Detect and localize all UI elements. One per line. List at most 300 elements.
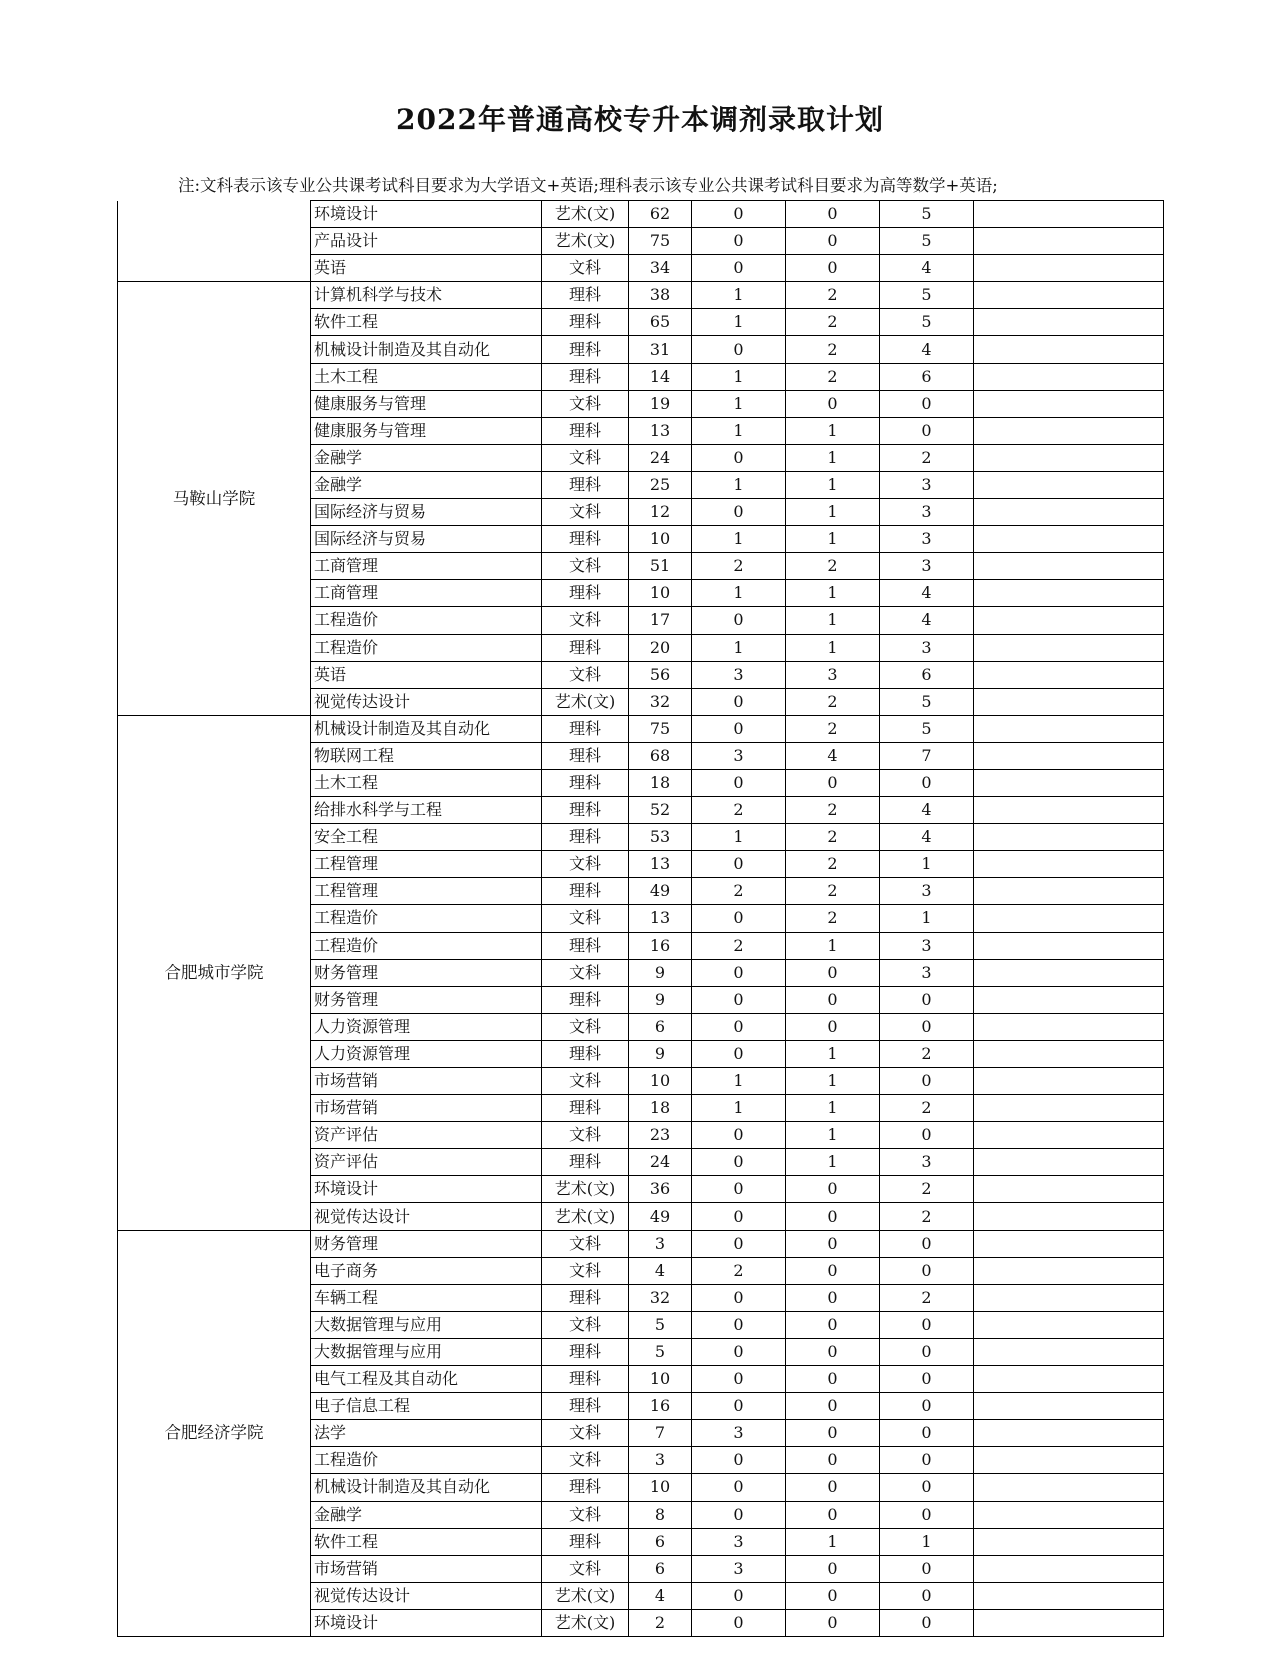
value-cell-b: 2	[786, 878, 880, 905]
value-cell-c: 3	[880, 553, 974, 580]
remarks-cell	[974, 1420, 1164, 1447]
table-row	[118, 1230, 1164, 1257]
subject-type-cell: 理科	[542, 417, 629, 444]
plan-count-cell: 2	[629, 1609, 692, 1636]
major-cell: 环境设计	[311, 1176, 542, 1203]
value-cell-b: 1	[786, 1068, 880, 1095]
subject-type-cell: 理科	[542, 471, 629, 498]
major-cell: 金融学	[311, 444, 542, 471]
remarks-cell	[974, 1068, 1164, 1095]
value-cell-b: 2	[786, 553, 880, 580]
value-cell-b: 2	[786, 282, 880, 309]
value-cell-c: 4	[880, 580, 974, 607]
plan-count-cell: 16	[629, 932, 692, 959]
school-name-cell: 合肥经济学院	[118, 1230, 311, 1636]
value-cell-a: 0	[692, 1122, 786, 1149]
value-cell-c: 5	[880, 688, 974, 715]
subject-type-cell: 文科	[542, 1257, 629, 1284]
subject-type-cell: 文科	[542, 905, 629, 932]
remarks-cell	[974, 1013, 1164, 1040]
plan-count-cell: 18	[629, 769, 692, 796]
value-cell-a: 0	[692, 986, 786, 1013]
value-cell-c: 0	[880, 1311, 974, 1338]
subject-type-cell: 理科	[542, 1149, 629, 1176]
value-cell-a: 0	[692, 255, 786, 282]
remarks-cell	[974, 1528, 1164, 1555]
plan-count-cell: 19	[629, 390, 692, 417]
value-cell-b: 2	[786, 715, 880, 742]
major-cell: 机械设计制造及其自动化	[311, 336, 542, 363]
table-row	[118, 282, 1164, 309]
value-cell-c: 3	[880, 526, 974, 553]
value-cell-b: 0	[786, 1555, 880, 1582]
value-cell-c: 0	[880, 1068, 974, 1095]
remarks-cell	[974, 282, 1164, 309]
major-cell: 大数据管理与应用	[311, 1311, 542, 1338]
value-cell-a: 0	[692, 499, 786, 526]
major-cell: 视觉传达设计	[311, 1582, 542, 1609]
value-cell-c: 3	[880, 634, 974, 661]
value-cell-b: 1	[786, 1149, 880, 1176]
plan-count-cell: 9	[629, 986, 692, 1013]
value-cell-a: 3	[692, 1528, 786, 1555]
school-name-cell: 马鞍山学院	[118, 282, 311, 716]
subject-type-cell: 艺术(文)	[542, 228, 629, 255]
remarks-cell	[974, 471, 1164, 498]
value-cell-c: 2	[880, 1040, 974, 1067]
remarks-cell	[974, 1095, 1164, 1122]
plan-count-cell: 3	[629, 1447, 692, 1474]
subject-type-cell: 理科	[542, 824, 629, 851]
value-cell-b: 1	[786, 1095, 880, 1122]
value-cell-c: 1	[880, 1528, 974, 1555]
value-cell-c: 6	[880, 363, 974, 390]
value-cell-a: 2	[692, 932, 786, 959]
value-cell-a: 0	[692, 851, 786, 878]
remarks-cell	[974, 1555, 1164, 1582]
value-cell-c: 0	[880, 1230, 974, 1257]
value-cell-c: 4	[880, 607, 974, 634]
value-cell-a: 0	[692, 959, 786, 986]
subject-type-cell: 文科	[542, 959, 629, 986]
plan-count-cell: 10	[629, 1366, 692, 1393]
plan-count-cell: 62	[629, 201, 692, 228]
remarks-cell	[974, 1501, 1164, 1528]
value-cell-a: 0	[692, 1447, 786, 1474]
table-row	[118, 201, 1164, 228]
plan-count-cell: 24	[629, 444, 692, 471]
plan-count-cell: 5	[629, 1311, 692, 1338]
major-cell: 视觉传达设计	[311, 1203, 542, 1230]
subject-type-cell: 理科	[542, 1366, 629, 1393]
subject-type-cell: 文科	[542, 607, 629, 634]
value-cell-b: 0	[786, 228, 880, 255]
remarks-cell	[974, 607, 1164, 634]
major-cell: 软件工程	[311, 309, 542, 336]
value-cell-b: 2	[786, 824, 880, 851]
value-cell-a: 0	[692, 688, 786, 715]
value-cell-c: 0	[880, 1609, 974, 1636]
remarks-cell	[974, 1474, 1164, 1501]
major-cell: 资产评估	[311, 1149, 542, 1176]
remarks-cell	[974, 553, 1164, 580]
value-cell-c: 5	[880, 282, 974, 309]
major-cell: 电子信息工程	[311, 1393, 542, 1420]
value-cell-b: 1	[786, 499, 880, 526]
subject-type-cell: 文科	[542, 1447, 629, 1474]
plan-count-cell: 25	[629, 471, 692, 498]
value-cell-b: 1	[786, 607, 880, 634]
remarks-cell	[974, 661, 1164, 688]
remarks-cell	[974, 580, 1164, 607]
major-cell: 土木工程	[311, 363, 542, 390]
major-cell: 财务管理	[311, 986, 542, 1013]
subject-type-cell: 理科	[542, 742, 629, 769]
subject-type-cell: 文科	[542, 444, 629, 471]
subject-type-cell: 理科	[542, 1040, 629, 1067]
value-cell-a: 1	[692, 282, 786, 309]
value-cell-a: 0	[692, 1501, 786, 1528]
value-cell-a: 1	[692, 526, 786, 553]
value-cell-c: 2	[880, 444, 974, 471]
major-cell: 土木工程	[311, 769, 542, 796]
plan-count-cell: 10	[629, 1068, 692, 1095]
major-cell: 资产评估	[311, 1122, 542, 1149]
plan-count-cell: 4	[629, 1582, 692, 1609]
plan-count-cell: 53	[629, 824, 692, 851]
value-cell-c: 2	[880, 1176, 974, 1203]
value-cell-a: 0	[692, 336, 786, 363]
value-cell-c: 2	[880, 1095, 974, 1122]
value-cell-a: 0	[692, 1013, 786, 1040]
value-cell-a: 2	[692, 553, 786, 580]
value-cell-a: 0	[692, 1149, 786, 1176]
plan-count-cell: 13	[629, 417, 692, 444]
major-cell: 大数据管理与应用	[311, 1338, 542, 1365]
value-cell-b: 0	[786, 769, 880, 796]
value-cell-b: 0	[786, 1203, 880, 1230]
remarks-cell	[974, 1393, 1164, 1420]
value-cell-c: 4	[880, 824, 974, 851]
value-cell-b: 1	[786, 634, 880, 661]
value-cell-a: 0	[692, 1311, 786, 1338]
value-cell-a: 0	[692, 1366, 786, 1393]
value-cell-c: 5	[880, 201, 974, 228]
remarks-cell	[974, 1257, 1164, 1284]
value-cell-b: 0	[786, 1582, 880, 1609]
value-cell-a: 0	[692, 228, 786, 255]
major-cell: 法学	[311, 1420, 542, 1447]
plan-count-cell: 31	[629, 336, 692, 363]
major-cell: 人力资源管理	[311, 1013, 542, 1040]
major-cell: 视觉传达设计	[311, 688, 542, 715]
value-cell-b: 1	[786, 580, 880, 607]
admission-plan-table	[117, 200, 1164, 1637]
remarks-cell	[974, 444, 1164, 471]
value-cell-c: 0	[880, 769, 974, 796]
remarks-cell	[974, 1338, 1164, 1365]
value-cell-c: 0	[880, 1555, 974, 1582]
major-cell: 机械设计制造及其自动化	[311, 715, 542, 742]
plan-count-cell: 5	[629, 1338, 692, 1365]
value-cell-b: 1	[786, 526, 880, 553]
remarks-cell	[974, 336, 1164, 363]
major-cell: 工商管理	[311, 553, 542, 580]
value-cell-b: 0	[786, 1013, 880, 1040]
value-cell-a: 1	[692, 471, 786, 498]
remarks-cell	[974, 1040, 1164, 1067]
plan-count-cell: 16	[629, 1393, 692, 1420]
remarks-cell	[974, 1284, 1164, 1311]
subject-type-cell: 文科	[542, 1068, 629, 1095]
subject-type-cell: 理科	[542, 1393, 629, 1420]
value-cell-b: 0	[786, 1176, 880, 1203]
plan-count-cell: 4	[629, 1257, 692, 1284]
value-cell-c: 0	[880, 417, 974, 444]
value-cell-c: 2	[880, 1284, 974, 1311]
plan-count-cell: 36	[629, 1176, 692, 1203]
value-cell-a: 3	[692, 742, 786, 769]
subject-type-cell: 文科	[542, 1230, 629, 1257]
value-cell-c: 3	[880, 1149, 974, 1176]
remarks-cell	[974, 526, 1164, 553]
value-cell-b: 0	[786, 201, 880, 228]
value-cell-a: 3	[692, 1420, 786, 1447]
value-cell-c: 0	[880, 986, 974, 1013]
value-cell-b: 1	[786, 1528, 880, 1555]
school-name-cell	[118, 201, 311, 282]
value-cell-c: 0	[880, 1366, 974, 1393]
plan-count-cell: 14	[629, 363, 692, 390]
subject-type-cell: 理科	[542, 986, 629, 1013]
remarks-cell	[974, 1609, 1164, 1636]
value-cell-c: 5	[880, 309, 974, 336]
major-cell: 产品设计	[311, 228, 542, 255]
remarks-cell	[974, 742, 1164, 769]
value-cell-a: 0	[692, 1609, 786, 1636]
major-cell: 金融学	[311, 1501, 542, 1528]
value-cell-a: 1	[692, 1068, 786, 1095]
major-cell: 软件工程	[311, 1528, 542, 1555]
subject-type-cell: 理科	[542, 363, 629, 390]
subject-type-cell: 文科	[542, 390, 629, 417]
subject-type-cell: 理科	[542, 769, 629, 796]
value-cell-b: 0	[786, 1393, 880, 1420]
value-cell-c: 5	[880, 228, 974, 255]
remarks-cell	[974, 986, 1164, 1013]
subject-type-cell: 理科	[542, 1095, 629, 1122]
plan-count-cell: 9	[629, 1040, 692, 1067]
value-cell-c: 4	[880, 797, 974, 824]
value-cell-c: 6	[880, 661, 974, 688]
major-cell: 财务管理	[311, 959, 542, 986]
major-cell: 给排水科学与工程	[311, 797, 542, 824]
value-cell-c: 0	[880, 390, 974, 417]
value-cell-b: 0	[786, 1338, 880, 1365]
value-cell-a: 0	[692, 444, 786, 471]
value-cell-a: 1	[692, 824, 786, 851]
subject-type-cell: 文科	[542, 1013, 629, 1040]
remarks-cell	[974, 769, 1164, 796]
remarks-cell	[974, 851, 1164, 878]
value-cell-a: 0	[692, 1393, 786, 1420]
plan-count-cell: 17	[629, 607, 692, 634]
major-cell: 健康服务与管理	[311, 390, 542, 417]
plan-count-cell: 13	[629, 851, 692, 878]
plan-count-cell: 20	[629, 634, 692, 661]
value-cell-b: 1	[786, 932, 880, 959]
value-cell-b: 2	[786, 309, 880, 336]
major-cell: 财务管理	[311, 1230, 542, 1257]
value-cell-a: 1	[692, 1095, 786, 1122]
value-cell-a: 0	[692, 1474, 786, 1501]
remarks-cell	[974, 1447, 1164, 1474]
major-cell: 国际经济与贸易	[311, 499, 542, 526]
plan-count-cell: 38	[629, 282, 692, 309]
major-cell: 工程造价	[311, 905, 542, 932]
remarks-cell	[974, 634, 1164, 661]
major-cell: 工程造价	[311, 634, 542, 661]
value-cell-b: 0	[786, 1420, 880, 1447]
remarks-cell	[974, 417, 1164, 444]
remarks-cell	[974, 1366, 1164, 1393]
value-cell-b: 2	[786, 688, 880, 715]
subject-type-cell: 理科	[542, 634, 629, 661]
value-cell-a: 1	[692, 363, 786, 390]
remarks-cell	[974, 824, 1164, 851]
value-cell-c: 0	[880, 1338, 974, 1365]
value-cell-b: 1	[786, 444, 880, 471]
remarks-cell	[974, 1203, 1164, 1230]
value-cell-a: 0	[692, 1230, 786, 1257]
value-cell-a: 0	[692, 1203, 786, 1230]
major-cell: 市场营销	[311, 1068, 542, 1095]
subject-type-cell: 艺术(文)	[542, 1176, 629, 1203]
plan-count-cell: 7	[629, 1420, 692, 1447]
plan-count-cell: 65	[629, 309, 692, 336]
major-cell: 英语	[311, 661, 542, 688]
value-cell-c: 3	[880, 499, 974, 526]
value-cell-b: 3	[786, 661, 880, 688]
major-cell: 工程管理	[311, 851, 542, 878]
remarks-cell	[974, 1149, 1164, 1176]
value-cell-b: 1	[786, 471, 880, 498]
subject-type-cell: 理科	[542, 1474, 629, 1501]
major-cell: 物联网工程	[311, 742, 542, 769]
value-cell-c: 0	[880, 1501, 974, 1528]
value-cell-c: 0	[880, 1257, 974, 1284]
value-cell-b: 0	[786, 1501, 880, 1528]
major-cell: 国际经济与贸易	[311, 526, 542, 553]
plan-count-cell: 9	[629, 959, 692, 986]
value-cell-b: 0	[786, 1284, 880, 1311]
subject-type-cell: 艺术(文)	[542, 688, 629, 715]
value-cell-c: 0	[880, 1474, 974, 1501]
subject-type-cell: 艺术(文)	[542, 201, 629, 228]
plan-count-cell: 52	[629, 797, 692, 824]
major-cell: 环境设计	[311, 1609, 542, 1636]
subject-type-cell: 理科	[542, 1338, 629, 1365]
subject-type-cell: 文科	[542, 1555, 629, 1582]
plan-count-cell: 8	[629, 1501, 692, 1528]
value-cell-a: 0	[692, 1582, 786, 1609]
value-cell-c: 0	[880, 1122, 974, 1149]
plan-count-cell: 32	[629, 688, 692, 715]
remarks-cell	[974, 1582, 1164, 1609]
value-cell-b: 0	[786, 986, 880, 1013]
plan-count-cell: 68	[629, 742, 692, 769]
subject-type-cell: 文科	[542, 553, 629, 580]
value-cell-c: 0	[880, 1582, 974, 1609]
remarks-cell	[974, 1176, 1164, 1203]
value-cell-a: 0	[692, 607, 786, 634]
plan-count-cell: 34	[629, 255, 692, 282]
major-cell: 电子商务	[311, 1257, 542, 1284]
value-cell-b: 0	[786, 1447, 880, 1474]
remarks-cell	[974, 390, 1164, 417]
major-cell: 电气工程及其自动化	[311, 1366, 542, 1393]
value-cell-c: 5	[880, 715, 974, 742]
value-cell-b: 2	[786, 851, 880, 878]
major-cell: 工商管理	[311, 580, 542, 607]
subject-type-cell: 艺术(文)	[542, 1609, 629, 1636]
subject-type-cell: 理科	[542, 932, 629, 959]
value-cell-c: 0	[880, 1393, 974, 1420]
value-cell-b: 0	[786, 390, 880, 417]
subject-type-cell: 理科	[542, 1528, 629, 1555]
major-cell: 人力资源管理	[311, 1040, 542, 1067]
value-cell-b: 2	[786, 905, 880, 932]
remarks-cell	[974, 1230, 1164, 1257]
value-cell-a: 0	[692, 1176, 786, 1203]
value-cell-c: 0	[880, 1013, 974, 1040]
value-cell-a: 1	[692, 390, 786, 417]
major-cell: 工程管理	[311, 878, 542, 905]
value-cell-b: 0	[786, 959, 880, 986]
plan-count-cell: 3	[629, 1230, 692, 1257]
remarks-cell	[974, 932, 1164, 959]
plan-count-cell: 10	[629, 1474, 692, 1501]
value-cell-a: 0	[692, 715, 786, 742]
subject-type-cell: 理科	[542, 580, 629, 607]
value-cell-c: 1	[880, 905, 974, 932]
subject-type-cell: 理科	[542, 526, 629, 553]
plan-count-cell: 49	[629, 878, 692, 905]
subject-type-cell: 理科	[542, 282, 629, 309]
major-cell: 机械设计制造及其自动化	[311, 1474, 542, 1501]
value-cell-c: 0	[880, 1447, 974, 1474]
major-cell: 工程造价	[311, 932, 542, 959]
subject-note: 注:文科表示该专业公共课考试科目要求为大学语文+英语;理科表示该专业公共课考试科目要求为高等数学+英语;	[178, 176, 998, 195]
major-cell: 工程造价	[311, 1447, 542, 1474]
major-cell: 安全工程	[311, 824, 542, 851]
subject-type-cell: 文科	[542, 1311, 629, 1338]
value-cell-b: 2	[786, 336, 880, 363]
subject-type-cell: 文科	[542, 661, 629, 688]
page-title: 2022年普通高校专升本调剂录取计划	[396, 103, 884, 136]
value-cell-b: 1	[786, 417, 880, 444]
value-cell-a: 3	[692, 661, 786, 688]
plan-count-cell: 51	[629, 553, 692, 580]
plan-count-cell: 6	[629, 1528, 692, 1555]
value-cell-c: 2	[880, 1203, 974, 1230]
value-cell-a: 0	[692, 201, 786, 228]
plan-count-cell: 75	[629, 228, 692, 255]
remarks-cell	[974, 1122, 1164, 1149]
remarks-cell	[974, 228, 1164, 255]
major-cell: 市场营销	[311, 1555, 542, 1582]
remarks-cell	[974, 363, 1164, 390]
